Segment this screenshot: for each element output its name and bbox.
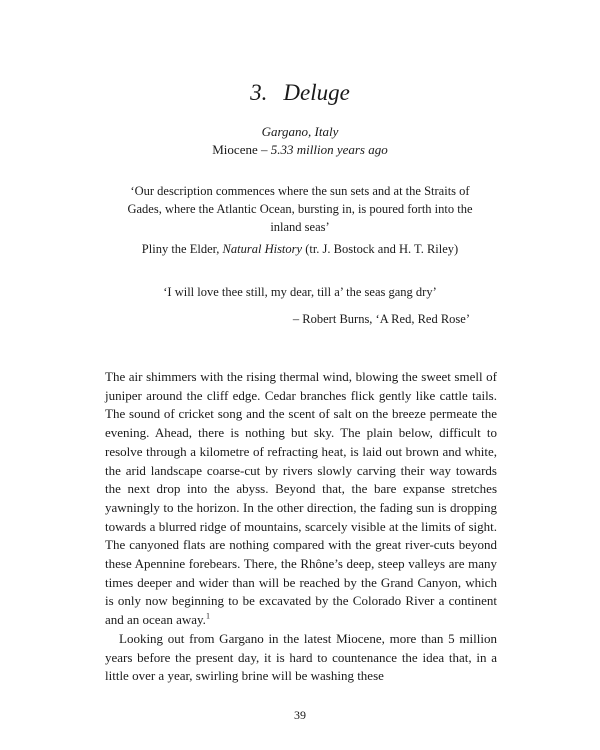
era-date: 5.33 million years ago: [270, 142, 388, 157]
chapter-number: 3.: [250, 80, 268, 105]
attribution-translators: (tr. J. Bostock and H. T. Riley): [302, 242, 459, 256]
epigraph-attribution-pliny: [100, 242, 500, 257]
epigraph-attribution-burns: – Robert Burns, ‘A Red, Red Rose’: [292, 312, 470, 326]
chapter-title: [0, 80, 600, 106]
chapter-title-text: Deluge: [283, 80, 350, 105]
setting-era: [0, 142, 600, 158]
footnote-reference: 1: [205, 611, 210, 621]
body-paragraph: Looking out from Gargano in the latest Miocene, more than 5 million years before the present day, it is hard to countenance the idea that, in a little over a year, swirling brine will be washing these: [105, 630, 497, 684]
epigraph-quote-burns: ‘I will love thee still, my dear, till a’ the seas gang dry’: [163, 285, 437, 299]
paragraph-text: The air shimmers with the rising thermal wind, blowing the sweet smell of juniper around the cliff edge. Cedar branches flick gently like cattle tails. The sound of cricket song and the scent of salt on the breeze permeate the evening. Ahead, there is nothing but sky. The plain below, difficult to resolve through a kilometre of refracting heat, is laid out brown and white, the arid landscape coarse-cut by rivers slowly carving their way towards the next drop into the abyss. Beyond that, the bare expanse stretches yawningly to the horizon. In the other direction, the fading sun is dropping towards a blurred ridge of mountains, scarcely visible at the limits of sight. The canyoned flats are nothing compared with the great river-cuts beyond these Apennine forebears. There, the Rhône’s deep, steep valleys are many times deeper and wider than will be reached by the Grand Canyon, which is only now beginning to be excavated by the Colorado River a continent and an ocean away.: [105, 369, 497, 628]
body-text: [105, 368, 497, 686]
page-number: 39: [294, 708, 306, 722]
body-paragraph: [105, 368, 497, 630]
setting-location: Gargano, Italy: [261, 124, 339, 139]
attribution-author: Pliny the Elder,: [141, 242, 223, 256]
epigraph-quote-pliny: ‘Our description commences where the sun sets and at the Straits of Gades, where the Atlantic Ocean, bursting in, is poured forth into the inland seas’: [127, 184, 473, 234]
attribution-work: Natural History: [222, 242, 303, 256]
era-prefix: Miocene –: [212, 142, 271, 157]
